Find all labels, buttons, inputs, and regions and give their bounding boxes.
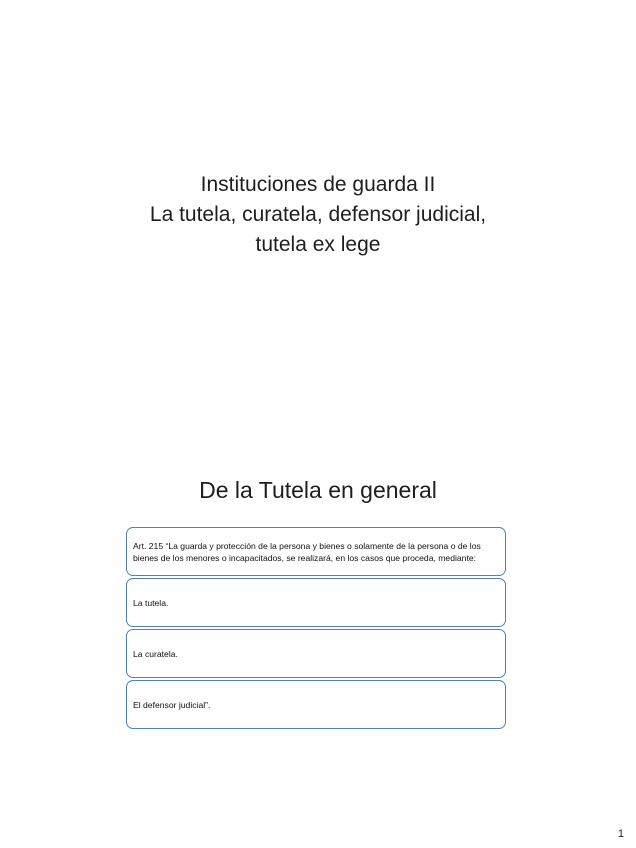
- list-item-text: Art. 215 “La guarda y protección de la persona y bienes o solamente de la persona o de los bienes de los menores o incapacitados, se realizará, en los casos que proceda, mediante:: [133, 540, 481, 563]
- list-item-curatela: [126, 629, 506, 678]
- slide-1-title-line-1: Instituciones de guarda II: [200, 173, 436, 196]
- slide-2-title: De la Tutela en general: [199, 477, 437, 503]
- list-item-text: La tutela.: [133, 597, 169, 608]
- slide-1-title-line-2: La tutela, curatela, defensor judicial,: [149, 203, 487, 226]
- page-number: 1: [617, 828, 624, 840]
- list-item-tutela: [126, 578, 506, 627]
- list-item-text: La curatela.: [133, 648, 178, 659]
- list-item-text: El defensor judicial”.: [133, 699, 211, 710]
- list-item-defensor-judicial: [126, 680, 506, 729]
- slide-1-title: [0, 170, 636, 260]
- slide-1-title-line-3: tutela ex lege: [255, 233, 381, 256]
- list-item-article-215: [126, 527, 506, 576]
